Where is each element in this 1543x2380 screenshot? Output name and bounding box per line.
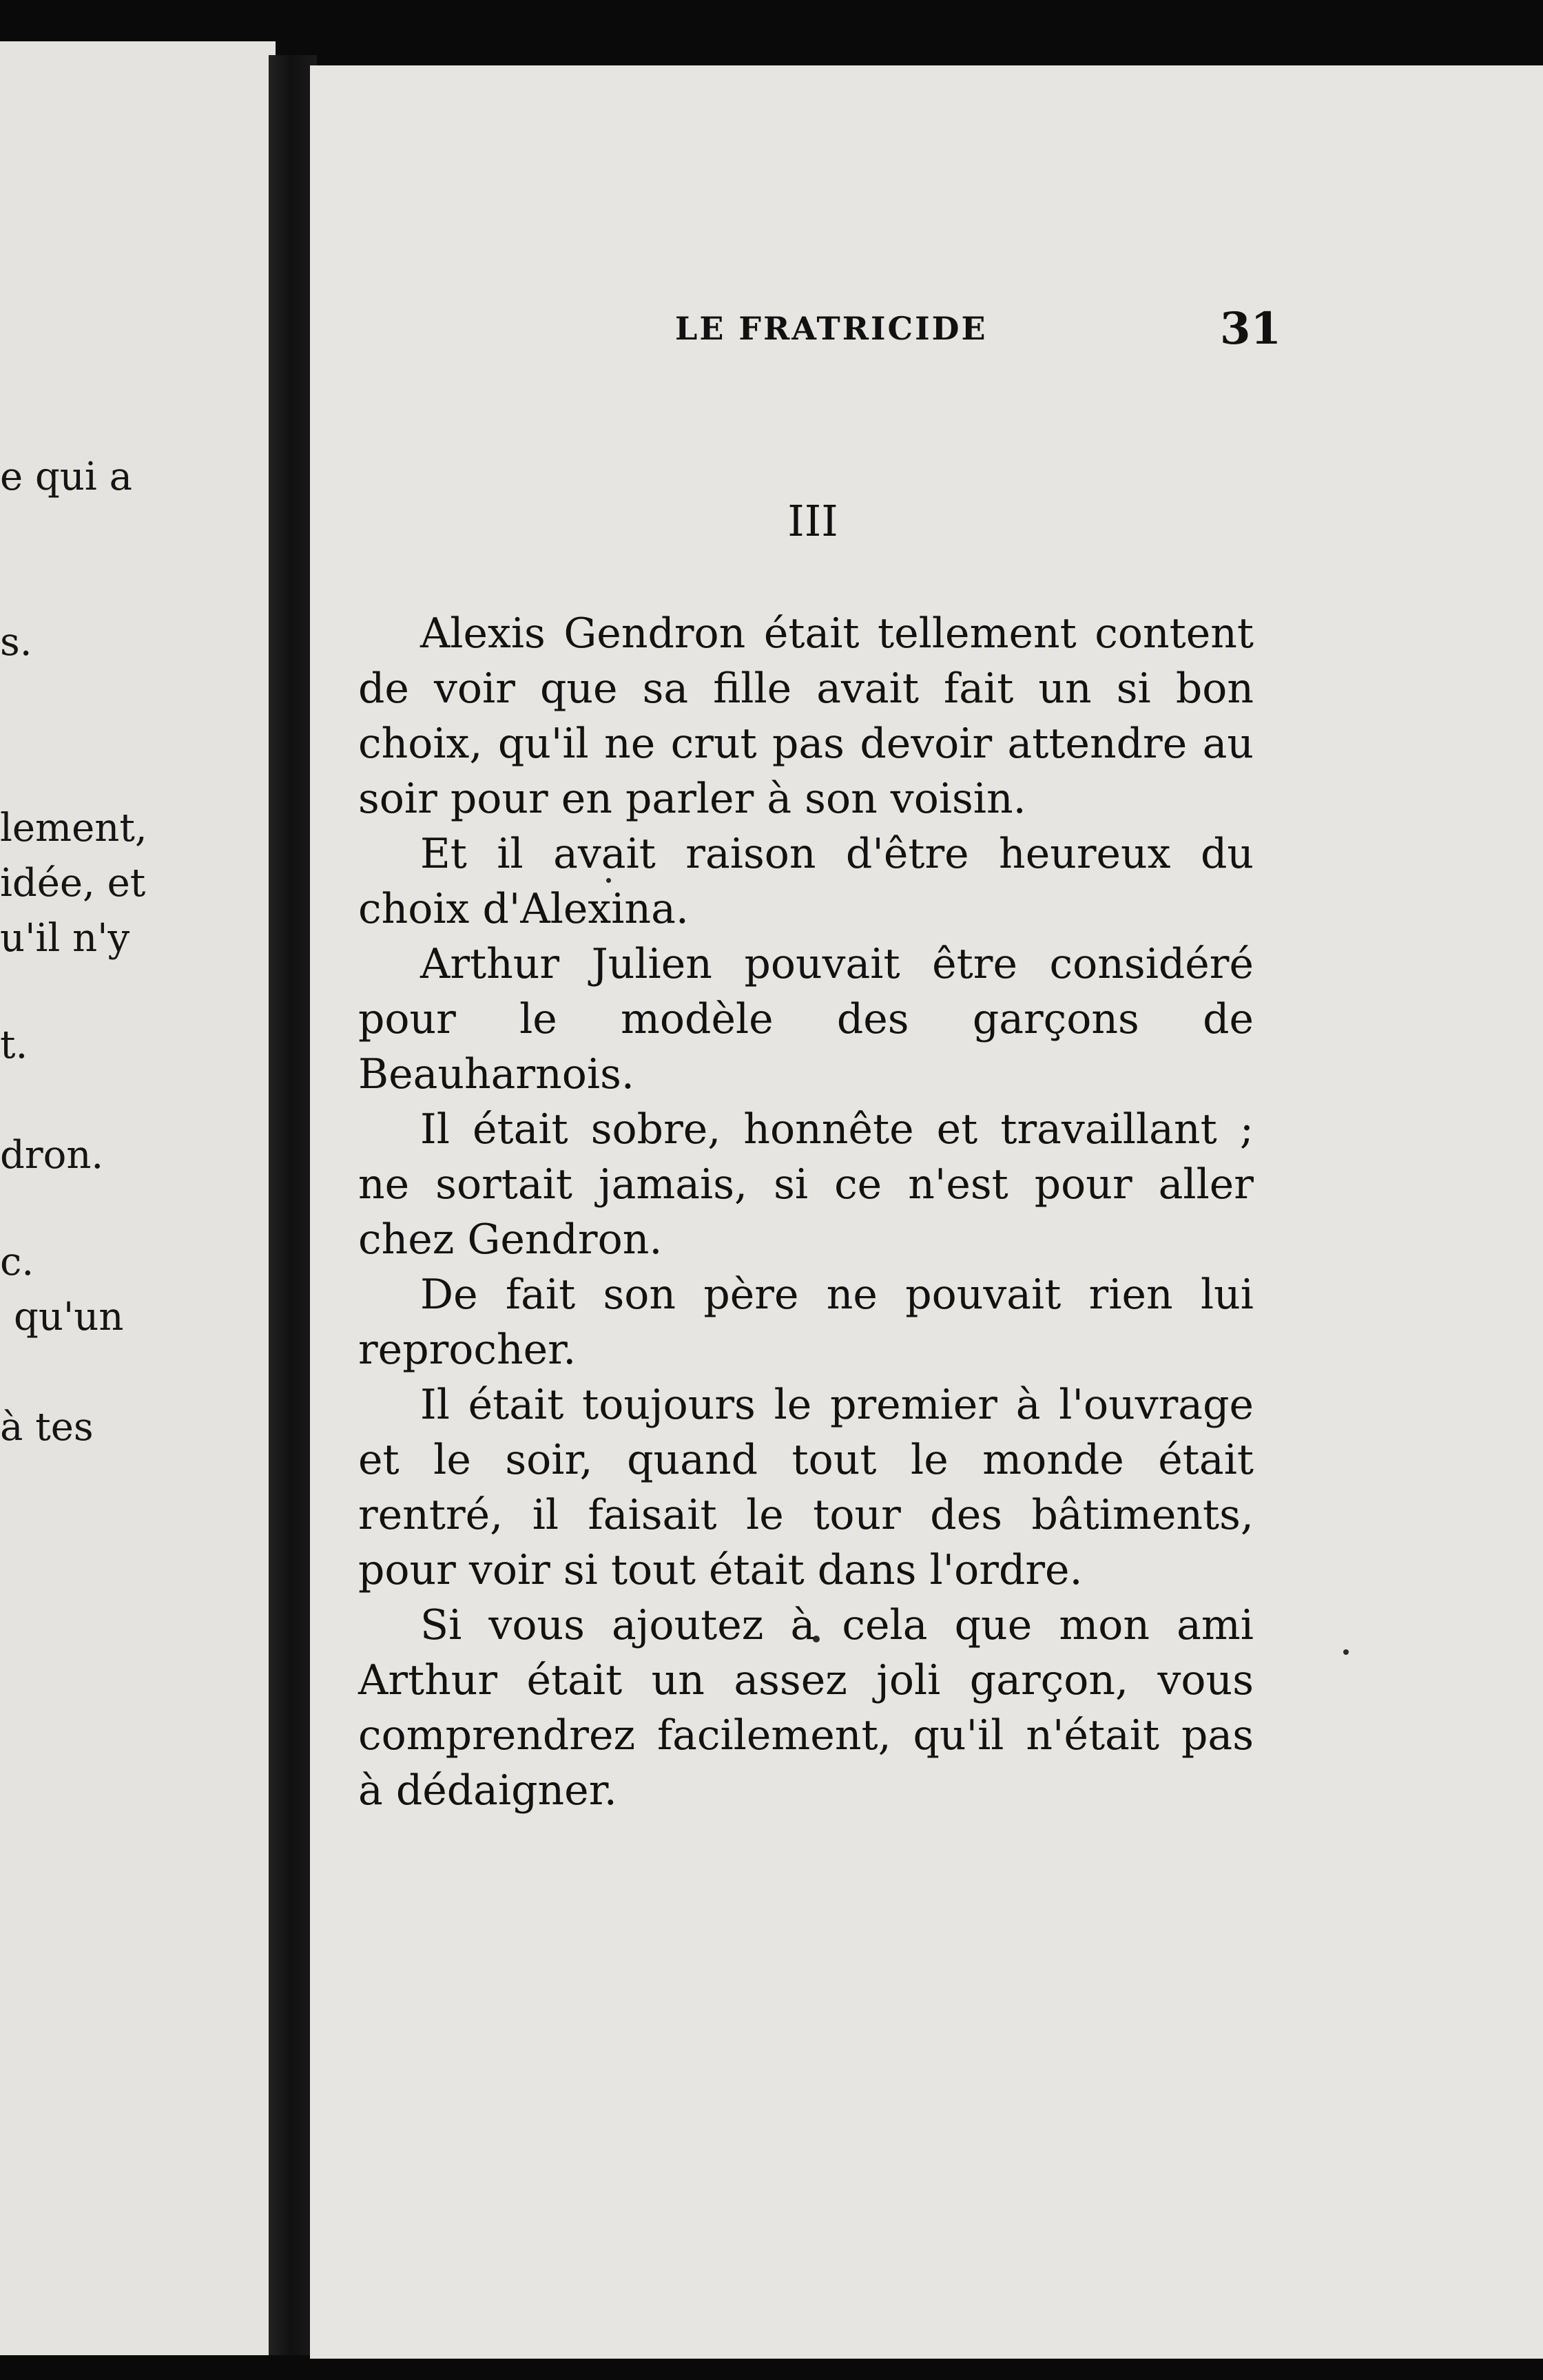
paragraph: Il était toujours le premier à l'ouvrage et le soir, quand tout le monde était rentré, il faisait le tour des bâtiments, pour voir si tout était dans l'ordre. [358, 1381, 1254, 1594]
previous-page [0, 41, 276, 2355]
paragraph: Si vous ajoutez à cela que mon ami Arthur était un assez joli garçon, vous comprendrez facilement, qu'il n'était pas à dédaigner. [358, 1601, 1254, 1815]
paragraph: Et il avait raison d'être heureux du choix d'Alexina. [358, 830, 1254, 933]
left-page-line: e qui a [0, 455, 132, 499]
page-number: 31 [1219, 303, 1281, 355]
running-head [358, 303, 1281, 358]
left-page-line: u'il n'y [0, 916, 130, 961]
chapter-heading: III [787, 496, 838, 546]
left-page-line: s. [0, 620, 32, 665]
left-page-line: qu'un [14, 1295, 124, 1339]
left-page-line: dron. [0, 1133, 104, 1178]
paragraph: Arthur Julien pouvait être considéré pour le modèle des garçons de Beauharnois. [358, 940, 1254, 1098]
left-page-line: à tes [0, 1405, 94, 1450]
left-page-line: lement, [0, 806, 147, 850]
running-title: LE FRATRICIDE [675, 310, 988, 347]
paragraph: Il était sobre, honnête et travaillant ; ne sortait jamais, si ce n'est pour aller chez Gendron. [358, 1105, 1254, 1264]
left-page-line: t. [0, 1023, 28, 1067]
paragraph: Alexis Gendron était tellement content de voir que sa fille avait fait un si bon choix, qu'il ne crut pas devoir attendre au soir pour en parler à son voisin. [358, 609, 1254, 823]
paragraph: De fait son père ne pouvait rien lui reprocher. [358, 1271, 1254, 1374]
chapter-body [358, 606, 1254, 1818]
left-page-line: idée, et [0, 861, 146, 906]
left-page-line: c. [0, 1240, 34, 1284]
dust-speck [1343, 1649, 1349, 1655]
